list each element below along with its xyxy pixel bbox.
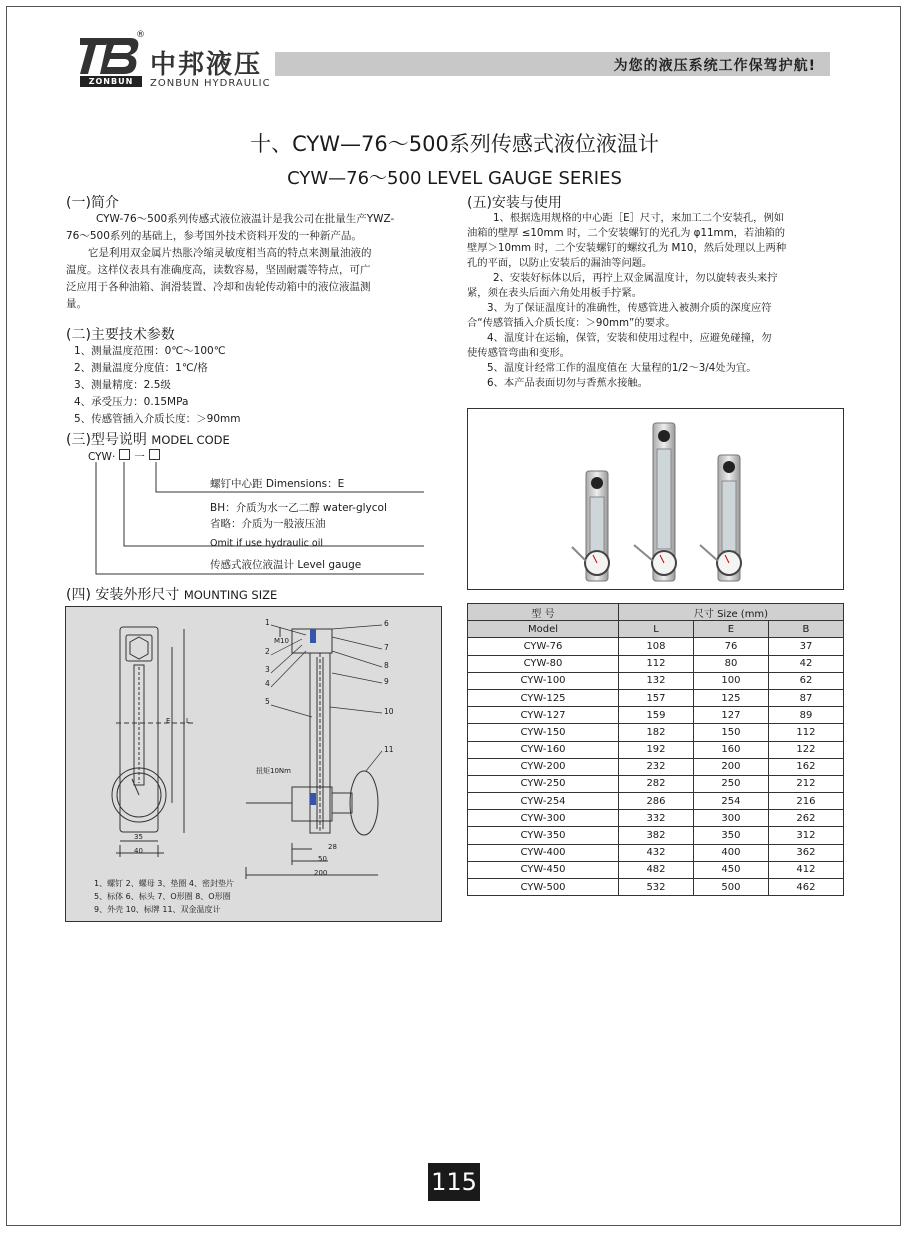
intro-text [66,211,394,313]
table-cell: 282 [619,775,694,792]
param-item: 2、测量温度分度值：1℃/格 [74,362,208,374]
intro-line: 76～500系列的基础上，参考国外技术资料开发的一种新产品。 [66,230,362,242]
table-cell: 37 [768,638,843,655]
dim-l: L [186,717,190,725]
size-table [467,603,844,896]
install-text [467,211,786,391]
params-list [74,343,241,428]
dim-e: E [166,717,171,725]
table-cell: 286 [619,793,694,810]
brand-name-en: ZONBUN HYDRAULIC [150,78,271,89]
callout-5: 5 [265,697,270,706]
callout-7: 7 [384,643,389,652]
table-row [468,672,844,689]
th-b: B [768,621,843,638]
table-row [468,844,844,861]
intro-line: 它是利用双金属片热胀冷缩灵敏度相当高的特点来测量油液的 [88,247,372,259]
install-line: 孔的平面，以防止安装后的漏油等问题。 [467,257,653,269]
install-line: 1、根据选用规格的中心距［E］尺寸，来加工二个安装孔，例如 [493,212,785,224]
table-cell: 125 [693,689,768,706]
table-cell: 100 [693,672,768,689]
table-cell: 232 [619,758,694,775]
table-cell: 200 [693,758,768,775]
table-cell: 42 [768,655,843,672]
size-table-body [468,638,844,896]
table-cell: 382 [619,827,694,844]
intro-heading: (一)简介 [66,195,119,211]
intro-line: CYW-76～500系列传感式液位液温计是我公司在批量生产YWZ- [96,213,395,225]
install-heading: (五)安装与使用 [467,195,562,211]
intro-line: 泛应用于各种油箱、润滑装置、冷却和齿轮传动箱中的液位液温测 [66,281,371,293]
table-cell: 212 [768,775,843,792]
param-item: 4、承受压力：0.15MPa [74,396,189,408]
slogan: 为您的液压系统工作保驾护航! [613,58,816,74]
mounting-heading [66,584,277,604]
table-cell: 532 [619,879,694,896]
legend-line: 9、外壳 10、标牌 11、双金温度计 [94,905,221,914]
callout-9: 9 [384,677,389,686]
th-size: 尺寸 Size (mm) [619,604,844,621]
table-cell: 450 [693,861,768,878]
page-number: 115 [428,1163,480,1201]
table-cell: 254 [693,793,768,810]
install-line: 3、为了保证温度计的准确性，传感管进入被测介质的深度应符 [487,302,772,314]
table-cell: 150 [693,724,768,741]
table-row [468,638,844,655]
table-cell: 108 [619,638,694,655]
table-cell: 250 [693,775,768,792]
model-code-prefix: CYW· [88,451,116,463]
table-cell: 112 [768,724,843,741]
table-cell: 400 [693,844,768,861]
dim-200: 200 [314,869,328,877]
table-row [468,741,844,758]
table-cell: CYW-350 [468,827,619,844]
model-code-heading-en: MODEL CODE [151,433,230,447]
table-cell: 216 [768,793,843,810]
callout-8: 8 [384,661,389,670]
param-item: 3、测量精度：2.5级 [74,379,171,391]
table-row [468,689,844,706]
install-line: 2、安装好标体以后，再拧上双金属温度计，勿以旋转表头来拧 [493,272,778,284]
table-cell: CYW-254 [468,793,619,810]
table-row [468,810,844,827]
table-row [468,827,844,844]
code-label-gauge: 传感式液位液温计 Level gauge [210,559,362,571]
table-cell: 112 [619,655,694,672]
table-cell: CYW-80 [468,655,619,672]
table-row [468,707,844,724]
table-cell: 157 [619,689,694,706]
th-l: L [619,621,694,638]
code-label-dimension: 螺钉中心距 Dimensions：E [210,478,345,490]
table-cell: CYW-450 [468,861,619,878]
table-cell: CYW-500 [468,879,619,896]
table-cell: CYW-127 [468,707,619,724]
table-cell: CYW-250 [468,775,619,792]
install-line: 4、温度计在运输，保管，安装和使用过程中，应避免碰撞，勿 [487,332,772,344]
callout-3: 3 [265,665,270,674]
callout-10: 10 [384,707,394,716]
table-cell: 62 [768,672,843,689]
zb-logo-icon [80,36,142,76]
table-cell: 160 [693,741,768,758]
mounting-heading-en: MOUNTING SIZE [183,588,278,602]
table-cell: CYW-150 [468,724,619,741]
registered-mark: ® [136,30,145,40]
table-cell: 412 [768,861,843,878]
legend-line: 1、螺钉 2、螺母 3、垫圈 4、密封垫片 [94,879,234,888]
param-item: 5、传感管插入介质长度：＞90mm [74,413,241,425]
table-cell: 300 [693,810,768,827]
table-cell: CYW-100 [468,672,619,689]
dim-m10: M10 [274,637,289,645]
dim-35: 35 [134,833,143,841]
table-cell: 89 [768,707,843,724]
callout-6: 6 [384,619,389,628]
model-code-dash: 一 [134,451,145,463]
table-cell: 332 [619,810,694,827]
code-label-bh: BH：介质为水一乙二醇 water-glycol [210,502,387,514]
params-heading: (二)主要技术参数 [66,327,175,343]
param-item: 1、测量温度范围：0℃～100℃ [74,345,226,357]
table-cell: CYW-300 [468,810,619,827]
table-row [468,724,844,741]
table-cell: 262 [768,810,843,827]
model-code-heading [66,429,230,449]
dim-40: 40 [134,847,143,855]
dim-torque: 扭矩10Nm [256,767,291,775]
product-photo [467,408,844,590]
intro-line: 温度。这样仪表具有准确度高，读数容易，坚固耐震等特点，可广 [66,264,371,276]
parts-legend [94,877,234,916]
table-cell: 362 [768,844,843,861]
code-label-omit-en: Omit if use hydraulic oil [210,538,323,549]
install-line: 6、本产品表面切勿与香蕉水接触。 [487,377,649,389]
slogan-bar [275,52,830,76]
table-cell: CYW-160 [468,741,619,758]
install-line: 壁厚＞10mm 时，二个安装螺钉的螺纹孔为 M10，然后处理以上两种 [467,242,787,254]
mounting-drawing [65,606,442,922]
table-cell: 192 [619,741,694,758]
table-cell: 182 [619,724,694,741]
install-line: 紧，须在表头后面六角处用板手拧紧。 [467,287,643,299]
install-line: 5、温度计经常工作的温度值在 大量程的1/2～3/4处为宜。 [487,362,757,374]
dim-50: 50 [318,855,327,863]
install-line: 合“传感管插入介质长度：＞90mm”的要求。 [467,317,676,329]
table-cell: 159 [619,707,694,724]
intro-line: 量。 [66,298,87,310]
table-cell: 432 [619,844,694,861]
table-cell: 80 [693,655,768,672]
logo-wordmark: ZONBUN [80,76,142,87]
callout-1: 1 [265,618,270,627]
table-cell: 462 [768,879,843,896]
table-cell: 87 [768,689,843,706]
code-label-omit-cn: 省略：介质为一般液压油 [210,518,326,530]
table-cell: 76 [693,638,768,655]
th-e: E [693,621,768,638]
table-row [468,879,844,896]
callout-4: 4 [265,679,270,688]
th-model: 型 号 [468,604,619,621]
legend-line: 5、标体 6、标头 7、O形圈 8、O形圈 [94,892,231,901]
table-cell: 122 [768,741,843,758]
page-title-cn: 十、CYW—76～500系列传感式液位液温计 [250,132,659,156]
table-cell: 127 [693,707,768,724]
table-cell: CYW-125 [468,689,619,706]
table-cell: 312 [768,827,843,844]
page-title-en: CYW—76～500 LEVEL GAUGE SERIES [287,168,622,189]
callout-2: 2 [265,647,270,656]
table-cell: 500 [693,879,768,896]
table-row [468,655,844,672]
table-cell: CYW-400 [468,844,619,861]
dim-28: 28 [328,843,337,851]
install-line: 油箱的壁厚 ≤10mm 时，二个安装螺钉的光孔为 φ11mm，若油箱的 [467,227,786,239]
table-cell: 350 [693,827,768,844]
table-cell: CYW-200 [468,758,619,775]
table-row [468,793,844,810]
install-line: 使传感管弯曲和变形。 [467,347,570,359]
table-row [468,775,844,792]
table-cell: 132 [619,672,694,689]
table-cell: 482 [619,861,694,878]
brand-name-cn: 中邦液压 [150,50,263,80]
model-code-heading-cn: (三)型号说明 [66,432,147,448]
callout-11: 11 [384,745,394,754]
table-cell: 162 [768,758,843,775]
table-cell: CYW-76 [468,638,619,655]
table-row [468,758,844,775]
table-row [468,861,844,878]
th-model-en: Model [468,621,619,638]
mounting-heading-cn: (四) 安装外形尺寸 [66,587,180,603]
gauges-illustration [468,409,843,589]
